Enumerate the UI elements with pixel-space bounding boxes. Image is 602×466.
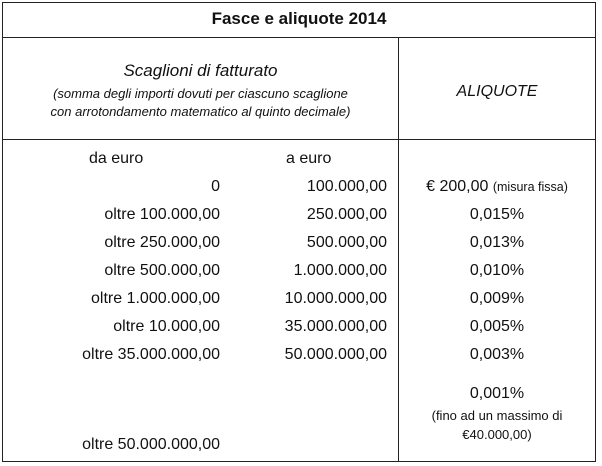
- column-header-from: da euro: [89, 150, 144, 167]
- row-rate: 0,009%: [469, 290, 525, 307]
- last-row-rate: 0,001%: [469, 385, 525, 402]
- row-to: 100.000,00: [306, 178, 387, 195]
- rates-header: ALIQUOTE: [456, 83, 538, 100]
- row-rate: [399, 178, 595, 196]
- brackets-header-title: Scaglioni di fatturato: [123, 61, 278, 80]
- row-from: oltre 35.000.000,00: [82, 346, 220, 363]
- rate-note: (misura fissa): [492, 180, 568, 194]
- row-rate: 0,005%: [469, 318, 525, 335]
- table-title: Fasce e aliquote 2014: [211, 9, 387, 28]
- title-divider: [3, 37, 595, 38]
- row-rate: 0,003%: [469, 346, 525, 363]
- row-to: 35.000.000,00: [284, 318, 387, 335]
- row-to: 1.000.000,00: [293, 262, 387, 279]
- row-from: 0: [211, 178, 220, 195]
- row-from: oltre 1.000.000,00: [91, 290, 220, 307]
- row-to: 250.000,00: [306, 206, 387, 223]
- brackets-header-note-line1: (somma degli importi dovuti per ciascuno scaglione: [53, 86, 348, 101]
- row-to: 10.000.000,00: [284, 290, 387, 307]
- last-row-note-line1: (fino ad un massimo di: [431, 408, 563, 423]
- rates-table: [2, 2, 596, 462]
- last-row-from: oltre 50.000.000,00: [82, 436, 220, 453]
- row-rate: 0,013%: [469, 234, 525, 251]
- row-from: oltre 10.000,00: [113, 318, 220, 335]
- row-from: oltre 500.000,00: [104, 262, 220, 279]
- row-to: 500.000,00: [306, 234, 387, 251]
- column-header-to: a euro: [286, 150, 332, 167]
- row-rate: 0,010%: [469, 262, 525, 279]
- row-rate: 0,015%: [469, 206, 525, 223]
- row-from: oltre 250.000,00: [104, 234, 220, 251]
- rate-value: € 200,00: [426, 178, 489, 195]
- last-row-note-line2: €40.000,00): [462, 427, 532, 442]
- row-to: 50.000.000,00: [284, 346, 387, 363]
- header-divider: [3, 139, 595, 140]
- brackets-header-note-line2: con arrotondamento matematico al quinto decimale): [50, 104, 351, 119]
- row-from: oltre 100.000,00: [104, 206, 220, 223]
